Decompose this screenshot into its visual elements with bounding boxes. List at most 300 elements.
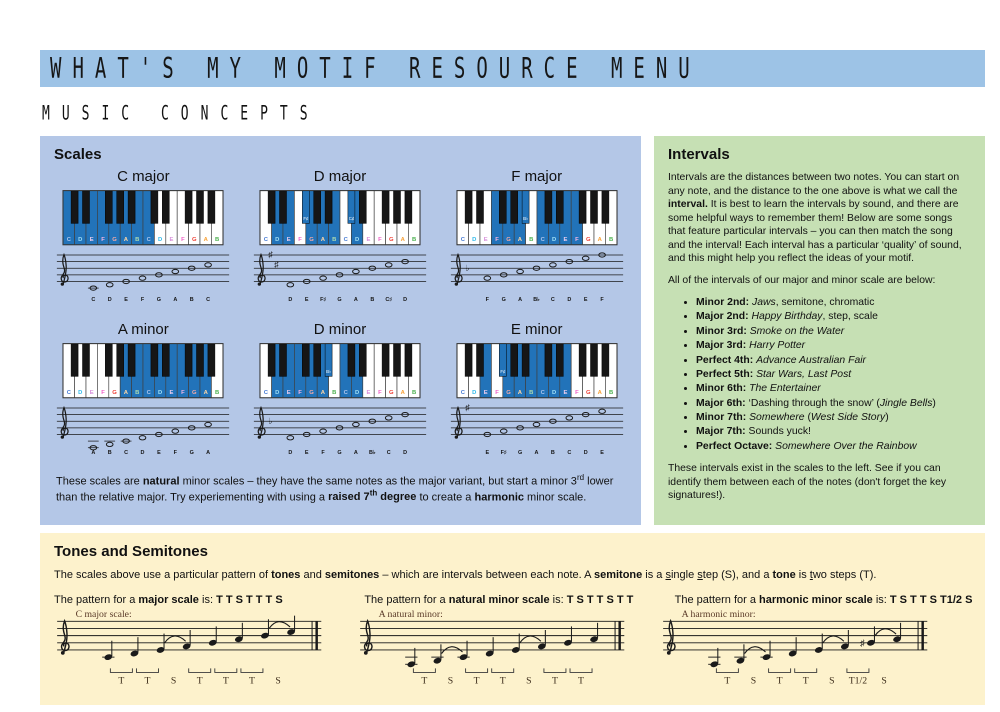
piano-key-black — [522, 344, 529, 377]
piano-key-black — [268, 344, 275, 377]
label: C — [540, 389, 545, 396]
label: G — [389, 236, 394, 243]
label: S — [881, 675, 887, 687]
note — [205, 422, 212, 426]
label: A — [320, 389, 326, 396]
piano-key-black — [197, 191, 204, 224]
tone-bracket — [189, 668, 211, 672]
label: B♭ — [532, 296, 540, 303]
label: F — [321, 449, 325, 456]
note — [320, 276, 327, 280]
note — [385, 416, 392, 420]
label: F — [298, 389, 302, 396]
piano-key-black — [556, 191, 563, 224]
label: E — [124, 296, 129, 303]
label: E — [304, 296, 309, 303]
label: F♯ — [320, 296, 327, 303]
intervals-footer-note: These intervals exist in the scales to the left. See if you can identify them between each of the notes (don't forget the key signatures!). — [668, 463, 947, 502]
piano-key-black — [279, 191, 286, 224]
label: A — [597, 389, 602, 396]
label: T — [802, 675, 809, 687]
scales-title: Scales — [54, 146, 102, 163]
note — [107, 442, 114, 446]
piano-key-black — [71, 191, 78, 224]
piano-key-black — [510, 191, 517, 224]
pattern-staff — [656, 609, 959, 695]
label: E — [485, 449, 489, 456]
piano-keyboard — [62, 190, 224, 247]
label: D — [78, 389, 83, 396]
label: F — [173, 449, 178, 456]
treble-clef — [258, 255, 265, 285]
scales-footer-note: These scales are natural minor scales – they have the same notes as the major variant, but start a minor 3rd lower than the relative major. Try experiementing with using a raised 7th degree to create a harmonic minor scale. — [56, 472, 614, 504]
label: G — [505, 236, 511, 243]
treble-clef — [668, 621, 675, 653]
label: B — [411, 389, 417, 396]
scale-staff — [449, 403, 625, 456]
label: E — [599, 449, 604, 456]
label: E — [563, 389, 568, 396]
label: C — [146, 389, 152, 396]
intervals-intro: Intervals are the distances between two notes. You can start on any note, and the distance to the one above is what we call the interval. It is best to learn the intervals by sound, and there are some helpful ways to remember them! Below are some songs that feature particular intervals – you can then match the song and the interval! Each interval has a particular ‘quality’ of sound, and this might help you reflect the ideas of your motif. — [668, 172, 962, 265]
piano-keyboard — [259, 343, 421, 400]
piano-key-black — [197, 344, 204, 377]
piano-key-black — [128, 344, 135, 377]
piano-key-black — [476, 191, 483, 224]
label: ♯ — [464, 403, 470, 413]
label: D — [354, 389, 360, 396]
tone-bracket — [466, 668, 488, 672]
label: B — [528, 236, 534, 243]
label: E — [169, 389, 174, 396]
tone-bracket — [136, 668, 158, 672]
label: E — [90, 389, 94, 396]
scale-staff — [55, 250, 231, 303]
piano-key-black — [382, 191, 389, 224]
piano-key-black — [268, 191, 275, 224]
label: F — [181, 389, 186, 396]
piano-key-black — [393, 344, 400, 377]
label: G — [309, 236, 314, 243]
label: G — [389, 389, 394, 396]
intervals-title: Intervals — [668, 146, 730, 163]
label: ♯ — [274, 259, 279, 270]
label: C — [67, 389, 72, 396]
label: A — [517, 296, 522, 303]
label: S — [829, 675, 835, 687]
scale-staff — [252, 403, 428, 456]
label: C — [460, 389, 465, 396]
label: T — [551, 675, 558, 687]
piano-key-black — [465, 191, 472, 224]
label: D — [403, 449, 408, 456]
label: D — [471, 236, 477, 243]
scale-patterns-row — [54, 594, 985, 606]
label: D — [471, 389, 477, 396]
page-title: WHAT'S MY MOTIF RESOURCE MENU — [50, 52, 701, 85]
label: F — [494, 389, 499, 396]
piano-key-black — [602, 191, 609, 224]
label: B — [135, 236, 140, 243]
interval-item: • Minor 6th: The Entertainer — [696, 382, 971, 396]
scale-card-f-major — [444, 162, 630, 303]
label: T — [724, 675, 731, 687]
interval-item: • Major 2nd: Happy Birthday, step, scale — [696, 310, 971, 324]
label: D — [551, 236, 556, 243]
page-banner — [40, 50, 985, 87]
label: D — [158, 236, 163, 243]
label: G — [505, 389, 511, 396]
major-scale-pattern: The pattern for a major scale is: T T S T T T S — [54, 594, 283, 606]
label: A — [353, 449, 358, 456]
label: A — [320, 236, 326, 243]
note — [385, 263, 392, 267]
label: D — [140, 449, 145, 456]
piano-key-black — [405, 344, 412, 377]
label: B — [608, 389, 613, 396]
label: G — [585, 236, 591, 243]
label: G — [337, 449, 342, 456]
treble-clef — [62, 255, 69, 285]
staff-caption: C major scale: — [75, 609, 132, 621]
label: B — [608, 236, 613, 243]
interval-item: • Perfect Octave: Somewhere Over the Rainbow — [696, 440, 971, 454]
harmonic-minor-scale-pattern: The pattern for a harmonic minor scale is: T S T T S T1/2 S — [674, 594, 973, 606]
label: D — [275, 236, 280, 243]
label: F♯ — [500, 369, 505, 375]
label: F — [485, 296, 489, 303]
note — [516, 269, 523, 273]
scale-card-a-minor — [50, 315, 236, 456]
label: C — [124, 449, 129, 456]
label: F — [574, 236, 579, 243]
label: G — [501, 296, 506, 303]
intervals-list — [668, 296, 971, 454]
label: T — [118, 675, 125, 687]
label: C — [343, 389, 348, 396]
label: T — [222, 675, 229, 687]
tones-intro: The scales above use a particular pattern of tones and semitones – which are intervals between each note. A semitone is a single step (S), and a tone is two steps (T). — [54, 569, 877, 581]
treble-clef — [62, 408, 69, 438]
label: B♭ — [369, 449, 376, 456]
scale-name: D major — [313, 168, 367, 185]
label: T — [144, 675, 151, 687]
piano-key-black — [314, 344, 321, 377]
piano-key-black — [83, 191, 90, 224]
piano-keyboard — [456, 343, 618, 400]
piano-key-black — [185, 191, 192, 224]
label: F — [298, 236, 302, 243]
label: G — [157, 296, 162, 303]
tone-bracket — [110, 668, 132, 672]
scale-staff — [252, 250, 428, 303]
scale-staff — [55, 403, 231, 456]
pattern-staff — [353, 609, 656, 695]
label: A — [597, 236, 602, 243]
label: A — [124, 236, 129, 243]
label: T — [248, 675, 255, 687]
label: S — [447, 675, 454, 687]
treble-clef — [62, 621, 69, 653]
label: F — [378, 236, 382, 243]
note — [500, 429, 507, 433]
note — [107, 283, 114, 287]
scales-grid — [50, 162, 630, 456]
label: B — [135, 389, 140, 396]
piano-key-black — [382, 344, 389, 377]
piano-key-black — [556, 344, 563, 377]
label: A — [517, 236, 522, 243]
label: ♯ — [859, 637, 865, 648]
label: A — [203, 389, 209, 396]
note — [353, 422, 360, 426]
label: E — [366, 389, 371, 396]
label: S — [750, 675, 757, 687]
label: ♯ — [268, 250, 273, 260]
piano-key-black — [71, 344, 78, 377]
label: F♯ — [500, 449, 507, 456]
scale-name: F major — [511, 168, 563, 185]
label: F — [600, 296, 604, 303]
label: T — [421, 675, 428, 687]
label: B — [332, 389, 337, 396]
label: E — [583, 296, 588, 303]
interval-item: • Perfect 4th: Advance Australian Fair — [696, 354, 971, 368]
staff-caption: A harmonic minor: — [681, 609, 756, 621]
label: G — [337, 296, 342, 303]
tone-bracket — [544, 668, 566, 672]
semitone-slur — [823, 636, 844, 643]
piano-key-black — [405, 191, 412, 224]
label: E — [366, 236, 371, 243]
label: B♭ — [522, 216, 528, 222]
label: F — [101, 389, 106, 396]
label: F — [378, 389, 382, 396]
label: T — [578, 675, 584, 687]
scale-name: A minor — [117, 321, 169, 338]
label: C — [206, 296, 211, 303]
intervals-panel — [654, 136, 985, 525]
label: D — [288, 449, 293, 456]
piano-key-black — [163, 344, 170, 377]
label: F — [494, 236, 499, 243]
label: F — [574, 389, 579, 396]
tones-title: Tones and Semitones — [54, 543, 208, 560]
label: T — [196, 675, 203, 687]
label: C — [146, 236, 152, 243]
label: E — [483, 389, 488, 396]
note — [353, 269, 360, 273]
piano-key-black — [185, 344, 192, 377]
label: D — [583, 449, 588, 456]
label: D — [403, 296, 408, 303]
tones-staves-row — [50, 609, 985, 695]
intervals-subheading: All of the intervals of our major and minor scale are below: — [668, 274, 936, 286]
label: G — [112, 236, 118, 243]
piano-key-black — [602, 344, 609, 377]
piano-key-black — [279, 344, 286, 377]
label: E — [169, 236, 174, 243]
tone-bracket — [795, 668, 817, 672]
label: S — [275, 675, 281, 687]
note — [287, 436, 294, 440]
label: E — [286, 236, 291, 243]
note — [140, 276, 147, 280]
label: F♯ — [303, 216, 309, 222]
tone-bracket — [492, 668, 514, 672]
label: D — [275, 389, 280, 396]
label: G — [192, 236, 197, 243]
intervals-body — [654, 171, 985, 503]
treble-clef — [258, 408, 265, 438]
piano-keyboard — [456, 190, 618, 247]
piano-key-black — [393, 191, 400, 224]
label: C — [343, 236, 348, 243]
interval-item: • Minor 2nd: Jaws, semitone, chromatic — [696, 296, 971, 310]
note — [172, 269, 179, 273]
scale-card-d-major — [247, 162, 433, 303]
label: A — [517, 389, 522, 396]
note — [320, 429, 327, 433]
treble-clef — [455, 255, 462, 285]
label: C — [91, 296, 96, 303]
note — [172, 429, 179, 433]
note — [582, 256, 589, 260]
note — [484, 276, 491, 280]
label: E — [90, 236, 94, 243]
piano-key-black — [106, 191, 113, 224]
tone-bracket — [215, 668, 237, 672]
label: A — [173, 296, 178, 303]
section-heading-music-concepts: MUSIC CONCEPTS — [42, 103, 320, 126]
tone-bracket — [241, 668, 263, 672]
label: B — [190, 296, 194, 303]
scales-panel — [40, 136, 641, 525]
piano-key-black — [117, 191, 124, 224]
label: C — [550, 296, 555, 303]
label: ♭ — [268, 415, 273, 426]
scale-card-d-minor — [247, 315, 433, 456]
label: B — [411, 236, 417, 243]
piano-key-black — [314, 191, 321, 224]
label: G — [309, 389, 314, 396]
treble-clef — [455, 408, 462, 438]
piano-key-black — [106, 344, 113, 377]
label: E — [157, 449, 162, 456]
label: D — [566, 296, 571, 303]
piano-key-black — [151, 344, 158, 377]
note — [566, 416, 573, 420]
label: B — [332, 236, 337, 243]
semitone-slur — [269, 622, 290, 629]
label: T1/2 — [848, 675, 868, 687]
semitone-slur — [165, 636, 186, 643]
note — [533, 422, 540, 426]
label: D — [108, 296, 113, 303]
tone-bracket — [716, 668, 738, 672]
piano-keyboard — [62, 343, 224, 400]
note — [140, 436, 147, 440]
label: T — [776, 675, 783, 687]
tone-bracket — [769, 668, 791, 672]
interval-item: • Major 7th: Sounds yuck! — [696, 425, 971, 439]
label: E — [304, 449, 309, 456]
label: C — [263, 389, 269, 396]
label: A — [91, 449, 96, 456]
label: S — [170, 675, 177, 687]
tone-bracket — [570, 668, 592, 672]
piano-key-black — [579, 344, 586, 377]
interval-item: • Minor 7th: Somewhere (West Side Story) — [696, 411, 971, 425]
staff-caption: A natural minor: — [378, 609, 443, 621]
note — [598, 409, 605, 413]
label: D — [158, 389, 163, 396]
piano-key-black — [465, 344, 472, 377]
tones-panel — [40, 533, 985, 705]
label: F — [181, 236, 186, 243]
tone-bracket — [413, 668, 435, 672]
scale-card-e-minor — [444, 315, 630, 456]
piano-key-black — [163, 191, 170, 224]
scale-staff — [449, 250, 625, 303]
label: G — [192, 389, 197, 396]
label: C — [460, 236, 465, 243]
label: E — [483, 236, 488, 243]
interval-item: • Minor 3rd: Smoke on the Water — [696, 325, 971, 339]
tone-bracket — [847, 668, 869, 672]
label: D — [78, 236, 83, 243]
label: D — [354, 236, 360, 243]
piano-key-black — [83, 344, 90, 377]
label: S — [526, 675, 532, 687]
label: E — [286, 389, 291, 396]
interval-item: • Major 3rd: Harry Potter — [696, 339, 971, 353]
label: C♯ — [385, 296, 393, 303]
note — [205, 263, 212, 267]
scale-name: D minor — [313, 321, 367, 338]
piano-key-black — [499, 191, 506, 224]
label: A — [400, 389, 405, 396]
interval-item: • Major 6th: ‘Dashing through the snow’ (Jingle Bells) — [696, 397, 971, 411]
piano-key-black — [128, 191, 135, 224]
piano-key-black — [579, 191, 586, 224]
note — [549, 263, 556, 267]
label: C — [67, 236, 72, 243]
semitone-slur — [875, 629, 896, 636]
label: B — [370, 296, 375, 303]
piano-key-black — [545, 191, 552, 224]
piano-key-black — [545, 344, 552, 377]
label: B — [108, 449, 113, 456]
piano-key-black — [476, 344, 483, 377]
label: C — [263, 236, 269, 243]
pattern-staff — [50, 609, 353, 695]
piano-key-black — [208, 344, 215, 377]
piano-key-black — [208, 191, 215, 224]
label: F — [141, 296, 145, 303]
piano-key-black — [151, 191, 158, 224]
scale-name: C major — [117, 168, 170, 185]
piano-key-black — [117, 344, 124, 377]
piano-key-black — [510, 344, 517, 377]
note — [287, 283, 294, 287]
label: B — [215, 389, 220, 396]
label: ♭ — [465, 262, 470, 273]
label: B — [215, 236, 220, 243]
piano-key-black — [359, 191, 366, 224]
label: E — [563, 236, 568, 243]
label: G — [189, 449, 195, 456]
